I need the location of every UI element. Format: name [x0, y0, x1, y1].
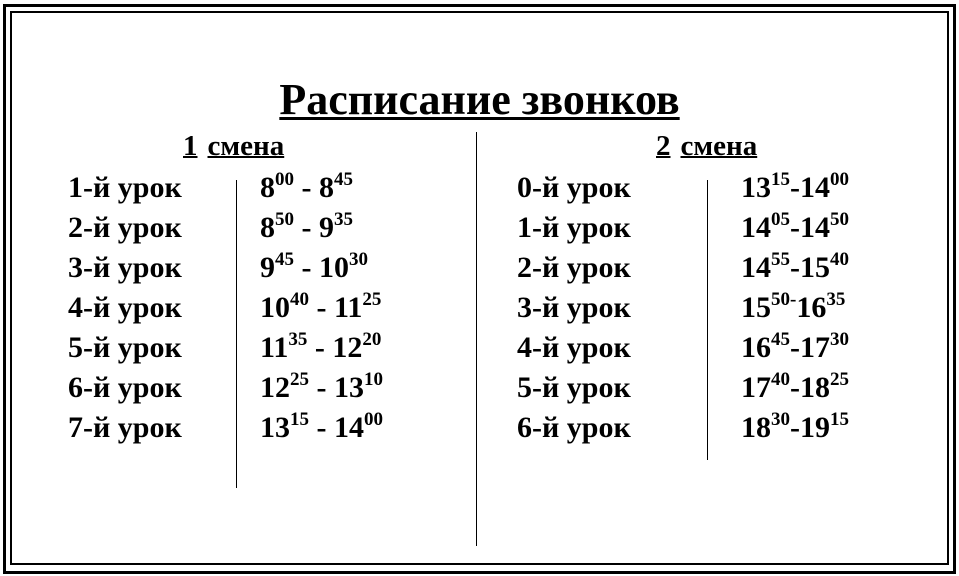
start-hour: 14 [741, 251, 771, 284]
end-minutes: 30 [830, 329, 849, 350]
time-separator: - [294, 251, 319, 284]
end-hour: 13 [334, 371, 364, 404]
start-hour: 17 [741, 371, 771, 404]
end-hour: 17 [800, 331, 830, 364]
start-minutes: 30 [771, 409, 790, 430]
lesson-label: 2-й урок [517, 251, 631, 284]
schedule-row [68, 328, 488, 368]
start-minutes: 35 [288, 329, 308, 350]
start-minutes: 45 [275, 249, 294, 270]
lesson-time [741, 248, 849, 288]
lesson-label: 5-й урок [68, 331, 182, 364]
end-hour: 11 [334, 291, 363, 324]
lesson-label: 3-й урок [517, 291, 631, 324]
lesson-time [741, 208, 849, 248]
lesson-label: 1-й урок [68, 171, 182, 204]
start-hour: 13 [260, 411, 290, 444]
end-minutes: 35 [334, 209, 353, 230]
start-minutes: 00 [275, 169, 294, 190]
start-hour: 11 [260, 331, 289, 364]
lesson-label: 1-й урок [517, 211, 631, 244]
time-separator: - [790, 331, 800, 364]
start-hour: 13 [741, 171, 771, 204]
start-hour: 16 [741, 331, 771, 364]
lesson-time [260, 368, 383, 408]
start-hour: 15 [741, 291, 771, 324]
end-hour: 19 [800, 411, 830, 444]
start-minutes: 50- [771, 289, 797, 310]
time-separator: - [309, 291, 334, 324]
end-hour: 15 [800, 251, 830, 284]
lesson-label: 5-й урок [517, 371, 631, 404]
lesson-time [741, 368, 849, 408]
schedule-row [68, 288, 488, 328]
end-hour: 9 [319, 211, 334, 244]
start-minutes: 55 [771, 249, 790, 270]
lesson-time [260, 208, 353, 248]
schedule-row [68, 248, 488, 288]
lesson-label: 3-й урок [68, 251, 182, 284]
schedule-row [68, 168, 488, 208]
start-minutes: 15 [771, 169, 790, 190]
lesson-label: 0-й урок [517, 171, 631, 204]
schedule-row [517, 288, 937, 328]
end-hour: 18 [800, 371, 830, 404]
lesson-time [260, 168, 353, 208]
schedule-row [517, 328, 937, 368]
lesson-time [260, 288, 381, 328]
time-separator: - [294, 171, 319, 204]
end-hour: 12 [332, 331, 363, 364]
shift-1-number: 1 [183, 130, 198, 162]
end-minutes: 30 [349, 249, 368, 270]
schedule-row [68, 208, 488, 248]
lesson-label: 2-й урок [68, 211, 182, 244]
schedule-row [68, 408, 488, 448]
start-minutes: 25 [290, 369, 309, 390]
time-separator: - [294, 211, 319, 244]
shift-2-header [656, 128, 757, 164]
end-minutes: 40 [830, 249, 849, 270]
end-minutes: 25 [830, 369, 849, 390]
shift-1-header [183, 128, 284, 164]
shift-2-number: 2 [656, 130, 671, 162]
end-minutes: 20 [362, 329, 382, 350]
start-minutes: 45 [771, 329, 790, 350]
lesson-time [741, 288, 845, 328]
start-hour: 8 [260, 171, 275, 204]
end-minutes: 50 [830, 209, 849, 230]
schedule-row [517, 168, 937, 208]
start-hour: 18 [741, 411, 771, 444]
time-separator: - [790, 251, 800, 284]
end-hour: 14 [334, 411, 364, 444]
start-hour: 10 [260, 291, 290, 324]
end-minutes: 35 [826, 289, 846, 310]
start-hour: 9 [260, 251, 275, 284]
schedule-row [517, 368, 937, 408]
time-separator: - [790, 171, 800, 204]
start-hour: 12 [260, 371, 290, 404]
lesson-time [260, 408, 383, 448]
end-hour: 16 [796, 291, 827, 324]
lesson-label: 7-й урок [68, 411, 182, 444]
start-minutes: 40 [771, 369, 790, 390]
lesson-time [260, 328, 381, 368]
schedule-row [517, 248, 937, 288]
end-minutes: 25 [362, 289, 382, 310]
lesson-time [260, 248, 368, 288]
start-minutes: 50 [275, 209, 294, 230]
schedule-row [68, 368, 488, 408]
time-separator: - [790, 411, 800, 444]
time-separator: - [790, 371, 800, 404]
end-hour: 14 [800, 171, 830, 204]
end-hour: 8 [319, 171, 334, 204]
schedule-row [517, 208, 937, 248]
end-hour: 14 [800, 211, 830, 244]
lesson-time [741, 168, 849, 208]
time-separator: - [307, 331, 333, 364]
start-minutes: 40 [290, 289, 309, 310]
start-minutes: 05 [771, 209, 790, 230]
end-minutes: 00 [364, 409, 383, 430]
end-minutes: 15 [830, 409, 849, 430]
shift-2-label: смена [680, 130, 758, 162]
start-minutes: 15 [290, 409, 309, 430]
start-hour: 8 [260, 211, 275, 244]
page-title: Расписание звонков [279, 75, 680, 124]
start-hour: 14 [741, 211, 771, 244]
lesson-label: 4-й урок [517, 331, 631, 364]
time-separator: - [309, 371, 334, 404]
shift-1-label: смена [207, 130, 285, 162]
lesson-time [741, 328, 849, 368]
schedule-row [517, 408, 937, 448]
time-separator: - [790, 211, 800, 244]
end-minutes: 45 [334, 169, 353, 190]
lesson-time [741, 408, 849, 448]
end-minutes: 00 [830, 169, 849, 190]
end-hour: 10 [319, 251, 349, 284]
lesson-label: 6-й урок [517, 411, 631, 444]
lesson-label: 4-й урок [68, 291, 182, 324]
end-minutes: 10 [364, 369, 383, 390]
time-separator: - [309, 411, 334, 444]
lesson-label: 6-й урок [68, 371, 182, 404]
